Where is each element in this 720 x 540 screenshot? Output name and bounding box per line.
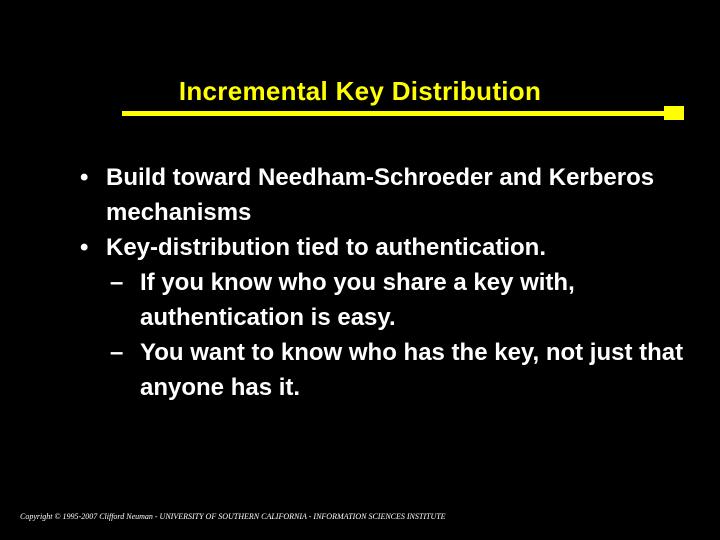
slide-title: Incremental Key Distribution bbox=[178, 76, 542, 106]
title-underline bbox=[122, 111, 668, 116]
bullet-item bbox=[78, 160, 698, 230]
bullet-text: Key-distribution tied to authentication. bbox=[106, 234, 546, 261]
bullet-marker: • bbox=[80, 234, 89, 261]
sub-bullet-item bbox=[78, 335, 698, 405]
sub-bullet-text: If you know who you share a key with, authentication is easy. bbox=[140, 269, 575, 331]
bullet-text: Build toward Needham-Schroeder and Kerberos mechanisms bbox=[106, 164, 655, 226]
sub-bullet-text: You want to know who has the key, not just that anyone has it. bbox=[140, 339, 684, 401]
bullet-list bbox=[78, 160, 698, 405]
sub-bullet-marker: – bbox=[110, 269, 124, 296]
title-underline-end-block bbox=[664, 106, 684, 120]
bullet-item bbox=[78, 230, 698, 265]
copyright-footer: Copyright © 1995-2007 Clifford Neuman - UNIVERSITY OF SOUTHERN CALIFORNIA - INFORMATION SCIENCES INSTITUTE bbox=[20, 512, 446, 521]
sub-bullet-item bbox=[78, 265, 698, 335]
sub-bullet-marker: – bbox=[110, 339, 124, 366]
bullet-marker: • bbox=[80, 164, 89, 191]
